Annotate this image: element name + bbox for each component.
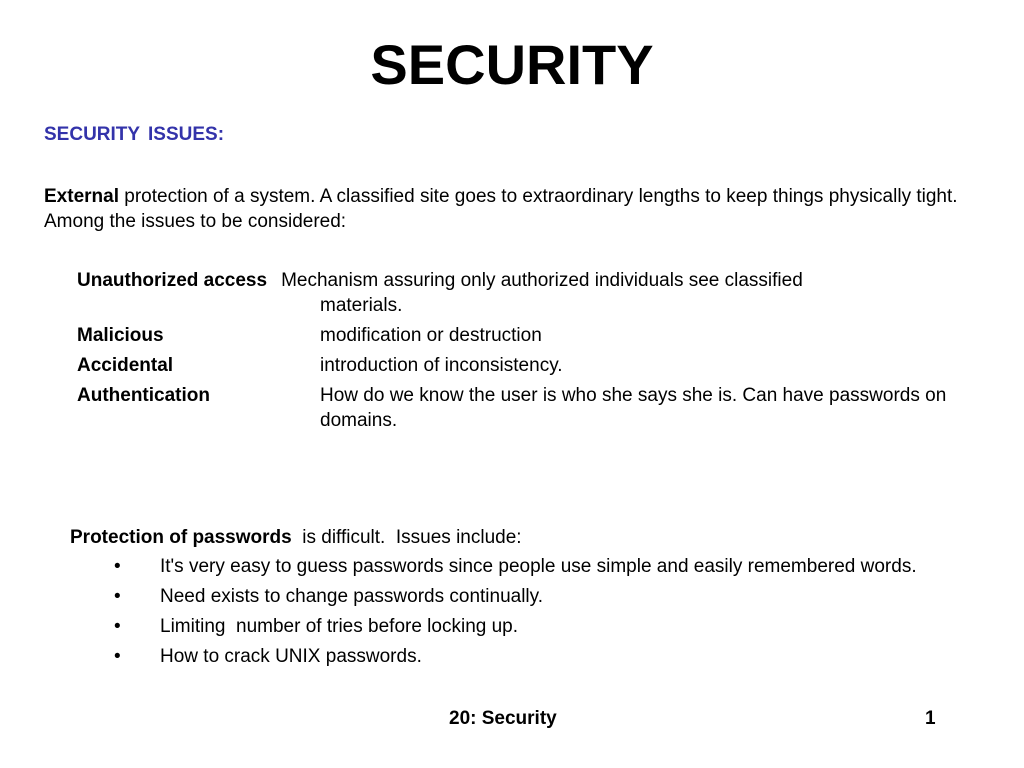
issue-row — [77, 323, 977, 348]
issues-list — [77, 268, 977, 438]
list-item — [70, 614, 1000, 639]
list-item-text: It's very easy to guess passwords since people use simple and easily remembered words. — [160, 556, 917, 577]
issue-row — [77, 383, 977, 433]
list-item — [70, 554, 1000, 579]
issue-row — [77, 353, 977, 378]
list-item — [70, 644, 1000, 669]
issue-term: Authentication — [77, 385, 210, 406]
passwords-lead: Protection of passwords — [70, 527, 292, 548]
intro-paragraph — [44, 184, 994, 234]
issue-description: introduction of inconsistency. — [320, 355, 563, 376]
list-item-text: Need exists to change passwords continually. — [160, 586, 544, 607]
issue-term: Unauthorized access — [77, 270, 268, 291]
bullet-icon: • — [114, 586, 121, 607]
passwords-section — [70, 525, 1000, 674]
issue-description — [281, 268, 977, 293]
page-number: 1 — [925, 708, 936, 729]
section-heading: SECURITY ISSUES: — [44, 124, 225, 145]
issue-description: How do we know the user is who she says she is. Can have passwords on domains. — [320, 385, 947, 431]
intro-text: protection of a system. A classified site goes to extraordinary lengths to keep things physically tight. Among the issues to be considered: — [44, 186, 958, 232]
issue-term: Malicious — [77, 325, 164, 346]
issue-description: modification or destruction — [320, 325, 542, 346]
issue-term: Accidental — [77, 355, 174, 376]
list-item-text: Limiting number of tries before locking up. — [160, 616, 519, 637]
intro-lead: External — [44, 186, 119, 207]
bullet-icon: • — [114, 556, 121, 577]
issue-row-continuation — [77, 293, 977, 318]
bullet-icon: • — [114, 616, 121, 637]
issue-row — [77, 268, 977, 293]
issue-description-line: Mechanism assuring only authorized individuals see classified — [281, 270, 803, 291]
bullet-icon: • — [114, 646, 121, 667]
issue-description-line: materials. — [320, 295, 403, 316]
passwords-lead-line — [70, 525, 1000, 550]
footer-title: 20: Security — [449, 708, 557, 729]
slide-title: SECURITY — [370, 33, 654, 96]
list-item — [70, 584, 1000, 609]
passwords-text: is difficult. Issues include: — [291, 527, 522, 548]
list-item-text: How to crack UNIX passwords. — [160, 646, 422, 667]
password-issues-list — [70, 554, 1000, 669]
